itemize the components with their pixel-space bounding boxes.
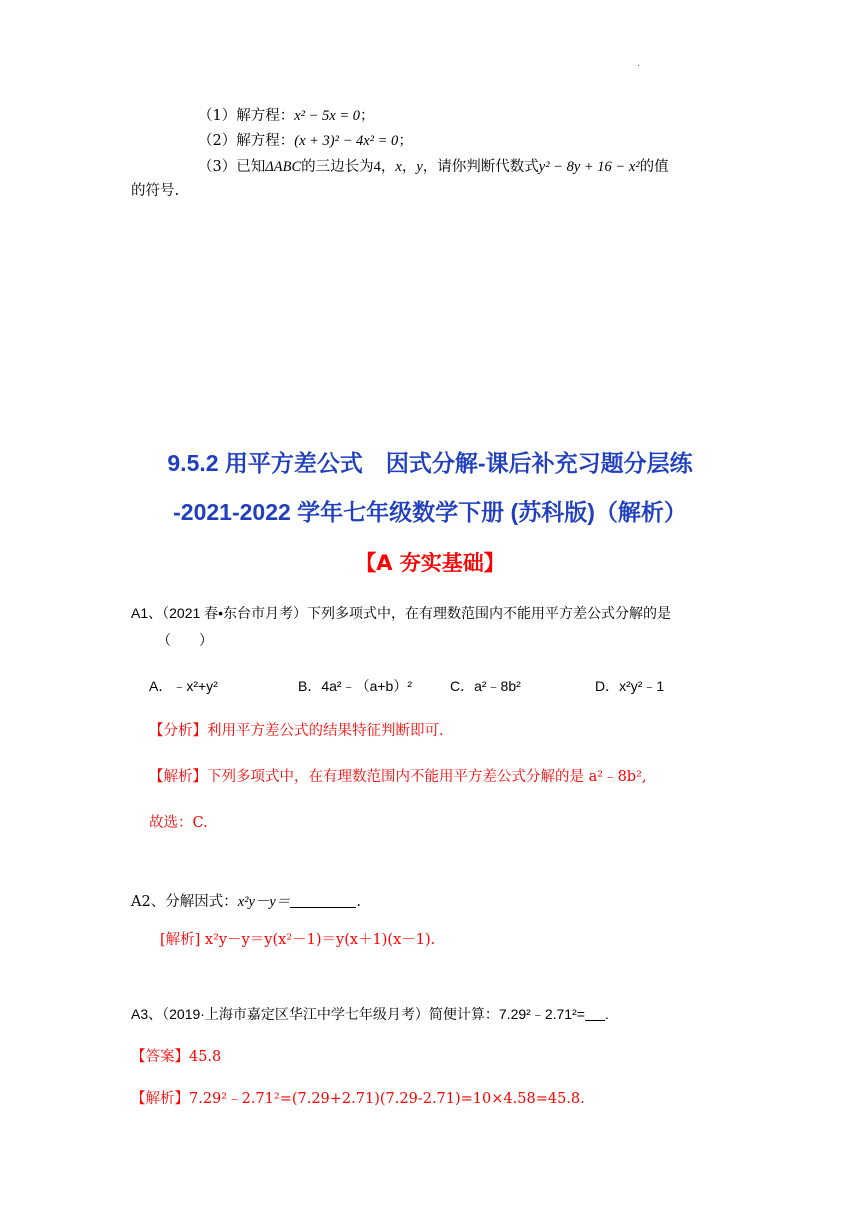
problem-3-expr: y² − 8y + 16 − x² bbox=[538, 159, 640, 175]
a1-option-c: C．a²﹣8b² bbox=[450, 678, 521, 694]
a1-option-a: A．﹣x²+y² bbox=[149, 678, 218, 694]
problem-3-text3: 的值 bbox=[639, 159, 669, 175]
a1-stem: A1、（2021 春•东台市月考）下列多项式中，在有理数范围内不能用平方差公式分解的是 bbox=[131, 605, 672, 621]
a2-solution: [解析] x²y－y＝y(x²－1)＝y(x＋1)(x－1). bbox=[160, 932, 436, 948]
a1-solution: 【解析】下列多项式中，在有理数范围内不能用平方差公式分解的是 a²﹣8b², bbox=[149, 769, 647, 785]
problem-3-text1: 的三边长为 bbox=[301, 159, 374, 175]
a2-answer-blank bbox=[290, 893, 356, 908]
problem-1-end: ； bbox=[360, 108, 375, 124]
problem-2-label: （2）解方程： bbox=[198, 133, 295, 149]
a2-stem-prefix: A2、分解因式： bbox=[131, 894, 238, 910]
section-header: 【A 夯实基础】 bbox=[355, 551, 505, 575]
problem-3-sep2: ， bbox=[401, 159, 417, 175]
a2-stem-math: x²y－y＝ bbox=[237, 894, 291, 910]
problem-3-four: 4 bbox=[373, 159, 381, 175]
a2-stem-end: . bbox=[356, 894, 361, 910]
a3-stem bbox=[131, 1004, 609, 1024]
a2-stem bbox=[131, 892, 361, 912]
problem-3-triangle: ΔABC bbox=[265, 159, 302, 175]
document-title-line-1: 9.5.2 用平方差公式 因式分解-课后补充习题分层练 bbox=[167, 450, 693, 476]
a1-option-d: D．x²y²﹣1 bbox=[595, 678, 665, 694]
problem-3 bbox=[198, 157, 669, 177]
a3-solution: 【解析】7.29²﹣2.71²=(7.29+2.71)(7.29-2.71)=10×4.58=45.8. bbox=[131, 1091, 585, 1107]
a3-stem-prefix: A3、（2019·上海市嘉定区华江中学七年级月考）简便计算：7.29²﹣2.71²= bbox=[131, 1006, 585, 1022]
a3-stem-end: . bbox=[604, 1006, 609, 1022]
problem-3-label: （3）已知 bbox=[198, 159, 266, 175]
problem-3-y: y bbox=[416, 159, 423, 175]
problem-3-sep1: ， bbox=[380, 159, 396, 175]
a1-choice: 故选：C. bbox=[149, 815, 208, 831]
problem-3-text2: ，请你判断代数式 bbox=[422, 159, 539, 175]
a1-analysis: 【分析】利用平方差公式的结果特征判断即可. bbox=[149, 723, 444, 739]
problem-1 bbox=[198, 106, 375, 126]
a1-option-b: B．4a²﹣（a+b）² bbox=[298, 678, 412, 694]
problem-3-continuation: 的符号. bbox=[131, 183, 180, 199]
header-dot: . bbox=[637, 58, 641, 69]
problem-3-x: x bbox=[395, 159, 402, 175]
problem-1-label: （1）解方程： bbox=[198, 108, 295, 124]
a3-answer: 【答案】45.8 bbox=[131, 1049, 222, 1065]
a3-answer-blank bbox=[585, 1006, 605, 1021]
problem-2-math: (x + 3)² − 4x² = 0 bbox=[294, 133, 399, 149]
a1-paren: （ ） bbox=[157, 632, 213, 648]
document-title-line-2: -2021-2022 学年七年级数学下册 (苏科版)（解析） bbox=[173, 499, 687, 525]
problem-1-math: x² − 5x = 0 bbox=[294, 108, 361, 124]
problem-2 bbox=[198, 131, 413, 151]
problem-2-end: ； bbox=[398, 133, 413, 149]
